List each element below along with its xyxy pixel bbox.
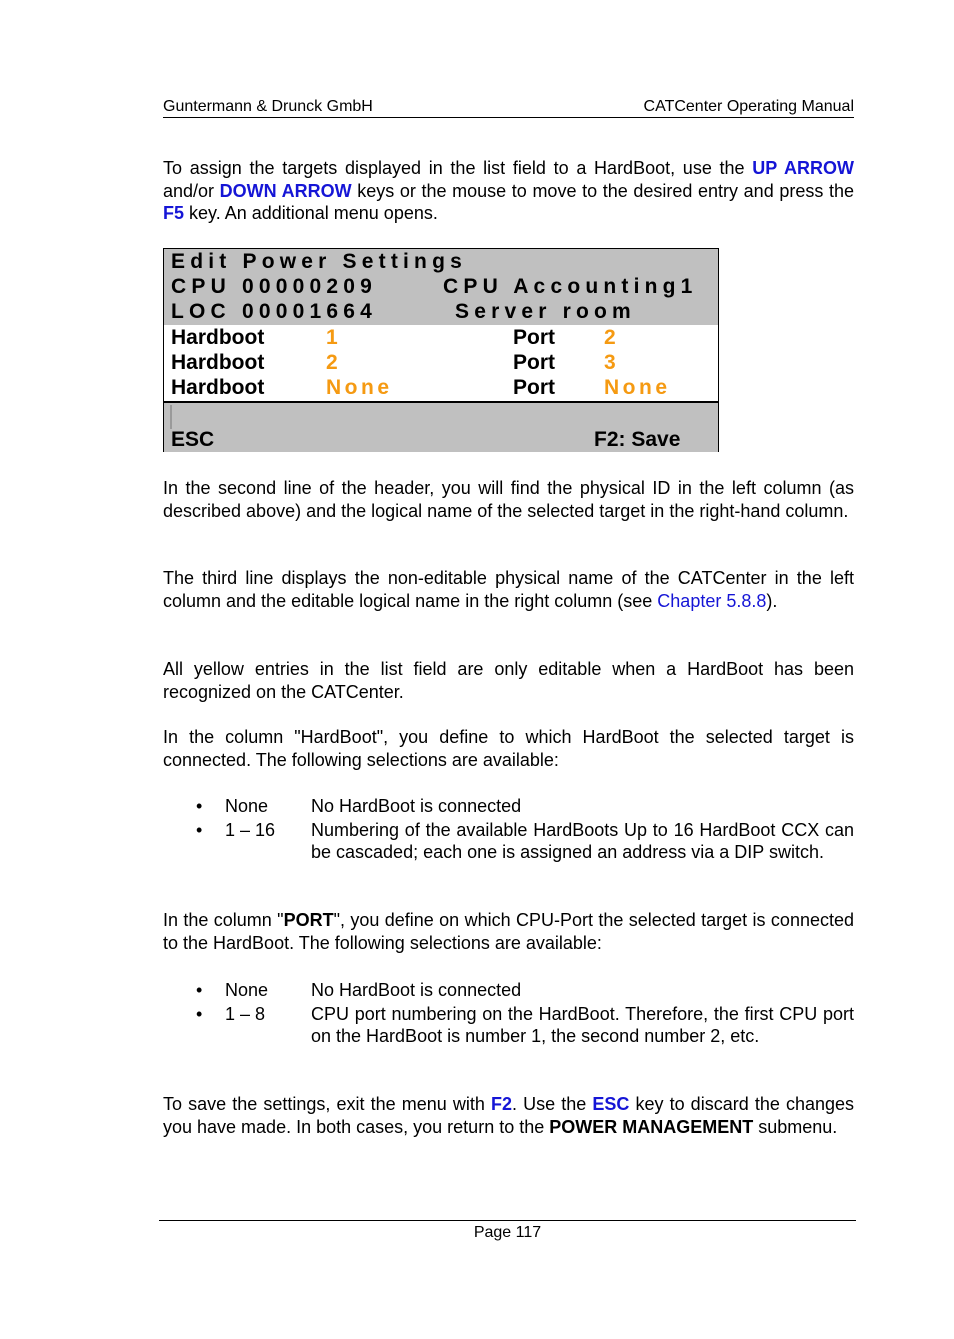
cpu-physical-id: CPU 00000209: [171, 275, 378, 298]
port-value-1[interactable]: 2: [604, 326, 616, 349]
hardboot-value-3[interactable]: None: [326, 376, 393, 399]
esc-key-hint[interactable]: ESC: [171, 428, 215, 451]
option-term: None: [225, 796, 269, 816]
paragraph-second-line: In the second line of the header, you will find the physical ID in the left column (as described above) and the logical name of the selected target in the right-hand column.: [163, 478, 854, 521]
text: key. An additional menu opens.: [184, 203, 438, 223]
key-f2: F2: [490, 1094, 512, 1114]
text: . Use the: [512, 1094, 593, 1114]
port-label: Port: [513, 351, 555, 374]
key-up-arrow: UP ARROW: [752, 158, 854, 178]
hardboot-options-list: [163, 795, 854, 865]
list-item: [163, 795, 854, 818]
company-name: Guntermann & Drunck GmbH: [163, 98, 373, 115]
port-value-2[interactable]: 3: [604, 351, 616, 374]
cursor-marker: [170, 405, 172, 429]
key-f5: F5: [163, 203, 185, 223]
option-desc: CPU port numbering on the HardBoot. Therefore, the first CPU port on the HardBoot is number 1, the second number 2, etc.: [311, 1003, 854, 1046]
text: The third line displays the non-editable physical name of the CATCenter in the left column and the editable logical name in the right column (see: [163, 568, 854, 611]
bullet: •: [196, 980, 203, 1000]
bullet: •: [196, 1003, 203, 1024]
hardboot-label: Hardboot: [171, 376, 265, 399]
list-item: [163, 819, 854, 864]
menu-title: Edit Power Settings: [171, 250, 467, 273]
port-value-3[interactable]: None: [604, 376, 671, 399]
text: and/or: [163, 180, 220, 201]
option-term: None: [225, 980, 269, 1000]
option-desc: Numbering of the available HardBoots Up to 16 HardBoot CCX can be cascaded; each one is assigned an address via a DIP switch.: [311, 819, 854, 862]
paragraph-yellow-entries: All yellow entries in the list field are only editable when a HardBoot has been recognized on the CATCenter.: [163, 659, 854, 702]
list-item: [163, 1003, 854, 1048]
text: keys or the mouse to move to the desired entry and press the: [351, 180, 854, 201]
text: ).: [766, 590, 778, 611]
option-desc: No HardBoot is connected: [311, 980, 522, 1000]
bullet: •: [196, 819, 203, 840]
bullet: •: [196, 796, 203, 816]
power-management-keyword: POWER MANAGEMENT: [549, 1116, 754, 1137]
page-footer: [159, 1220, 856, 1242]
key-esc: ESC: [592, 1094, 630, 1114]
port-keyword: PORT: [283, 910, 334, 930]
hardboot-value-1[interactable]: 1: [326, 326, 338, 349]
port-label: Port: [513, 376, 555, 399]
intro-paragraph: [163, 157, 854, 225]
key-down-arrow: DOWN ARROW: [219, 180, 352, 201]
hardboot-label: Hardboot: [171, 351, 265, 374]
option-desc: No HardBoot is connected: [311, 796, 522, 816]
hardboot-value-2[interactable]: 2: [326, 351, 338, 374]
text: To assign the targets displayed in the list field to a HardBoot, use the: [163, 158, 753, 178]
text: To save the settings, exit the menu with: [163, 1094, 491, 1114]
option-term: 1 – 16: [225, 819, 276, 840]
option-term: 1 – 8: [225, 1003, 266, 1024]
text: submenu.: [753, 1116, 838, 1137]
text: In the column ": [163, 910, 284, 930]
paragraph-save-settings: [163, 1093, 854, 1138]
loc-logical-name[interactable]: Server room: [455, 300, 636, 323]
loc-physical-id: LOC 00001664: [171, 300, 377, 323]
port-label: Port: [513, 326, 555, 349]
page-number: Page 117: [473, 1224, 542, 1241]
port-options-list: [163, 979, 854, 1049]
list-item: [163, 979, 854, 1002]
hardboot-label: Hardboot: [171, 326, 265, 349]
text: key to discard the changes you have made. In both cases, you return to the: [163, 1094, 854, 1137]
f2-save-hint[interactable]: F2: Save: [594, 428, 681, 451]
edit-power-settings-menu: [163, 248, 719, 452]
page-header: [163, 97, 854, 118]
cpu-logical-name[interactable]: CPU Accounting1: [443, 275, 698, 298]
paragraph-hardboot-column: In the column "HardBoot", you define to which HardBoot the selected target is connected. The following selections are available:: [163, 727, 854, 770]
manual-title: CATCenter Operating Manual: [643, 98, 854, 115]
paragraph-port-column: [163, 909, 854, 954]
text: ", you define on which CPU-Port the selected target is connected to the HardBoot. The following selections are available:: [163, 910, 854, 953]
paragraph-third-line: [163, 567, 854, 612]
chapter-link[interactable]: Chapter 5.8.8: [657, 590, 767, 611]
